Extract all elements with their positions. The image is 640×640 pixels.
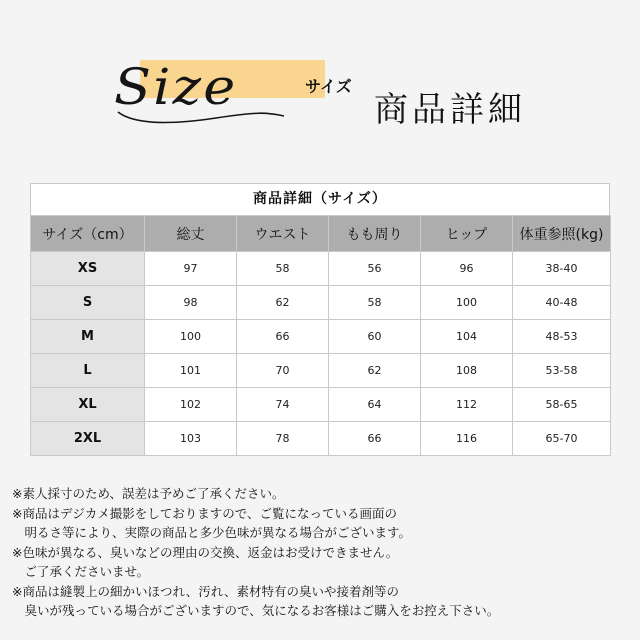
column-header-size: サイズ（cm）: [31, 216, 145, 252]
waist-cell: 70: [237, 354, 329, 388]
thigh-cell: 62: [329, 354, 421, 388]
length-cell: 101: [145, 354, 237, 388]
size-cell: M: [31, 320, 145, 354]
thigh-cell: 58: [329, 286, 421, 320]
weight-cell: 53-58: [513, 354, 611, 388]
hip-cell: 96: [421, 252, 513, 286]
weight-cell: 58-65: [513, 388, 611, 422]
length-cell: 103: [145, 422, 237, 456]
thigh-cell: 60: [329, 320, 421, 354]
thigh-cell: 66: [329, 422, 421, 456]
note-line: 明るさ等により、実際の商品と多少色味が異なる場合がございます。: [12, 525, 412, 540]
weight-cell: 40-48: [513, 286, 611, 320]
size-script-title: Size: [114, 58, 238, 116]
column-header-hip: ヒップ: [421, 216, 513, 252]
waist-cell: 74: [237, 388, 329, 422]
thigh-cell: 64: [329, 388, 421, 422]
table-row: [31, 354, 611, 388]
swash-underline-icon: [116, 108, 286, 126]
weight-cell: 38-40: [513, 252, 611, 286]
size-cell: L: [31, 354, 145, 388]
note-line: ※商品はデジカメ撮影をしておりますので、ご覧になっている画面の: [12, 505, 397, 521]
hip-cell: 116: [421, 422, 513, 456]
size-table-container: [30, 183, 610, 456]
waist-cell: 78: [237, 422, 329, 456]
table-row: [31, 422, 611, 456]
thigh-cell: 56: [329, 252, 421, 286]
hip-cell: 108: [421, 354, 513, 388]
size-cell: XS: [31, 252, 145, 286]
note-line: ※素人採寸のため、誤差は予めご了承ください。: [12, 486, 285, 501]
column-header-waist: ウエスト: [237, 216, 329, 252]
column-header-length: 総丈: [145, 216, 237, 252]
size-cell: S: [31, 286, 145, 320]
length-cell: 102: [145, 388, 237, 422]
size-kana-label: サイズ: [305, 77, 352, 96]
weight-cell: 65-70: [513, 422, 611, 456]
disclaimer-notes: [12, 484, 628, 621]
weight-cell: 48-53: [513, 320, 611, 354]
page-header: [110, 50, 550, 130]
table-row: [31, 286, 611, 320]
hip-cell: 112: [421, 388, 513, 422]
hip-cell: 100: [421, 286, 513, 320]
note-line: 臭いが残っている場合がございますので、気になるお客様はご購入をお控え下さい。: [12, 603, 500, 618]
table-caption: 商品詳細（サイズ）: [30, 183, 610, 215]
table-row: [31, 320, 611, 354]
column-header-thigh: もも周り: [329, 216, 421, 252]
waist-cell: 58: [237, 252, 329, 286]
note-line: ※色味が異なる、臭いなどの理由の交換、返金はお受けできません。: [12, 544, 399, 560]
column-header-weight: 体重参照(kg): [513, 216, 611, 252]
length-cell: 97: [145, 252, 237, 286]
length-cell: 98: [145, 286, 237, 320]
table-row: [31, 388, 611, 422]
size-table: [30, 215, 611, 456]
table-row: [31, 252, 611, 286]
size-cell: 2XL: [31, 422, 145, 456]
waist-cell: 66: [237, 320, 329, 354]
size-cell: XL: [31, 388, 145, 422]
table-header-row: [31, 216, 611, 252]
waist-cell: 62: [237, 286, 329, 320]
note-line: ご了承くださいませ。: [12, 564, 150, 579]
product-details-title: 商品詳細: [374, 90, 526, 130]
note-line: ※商品は縫製上の細かいほつれ、汚れ、素材特有の臭いや接着剤等の: [12, 583, 399, 599]
length-cell: 100: [145, 320, 237, 354]
hip-cell: 104: [421, 320, 513, 354]
